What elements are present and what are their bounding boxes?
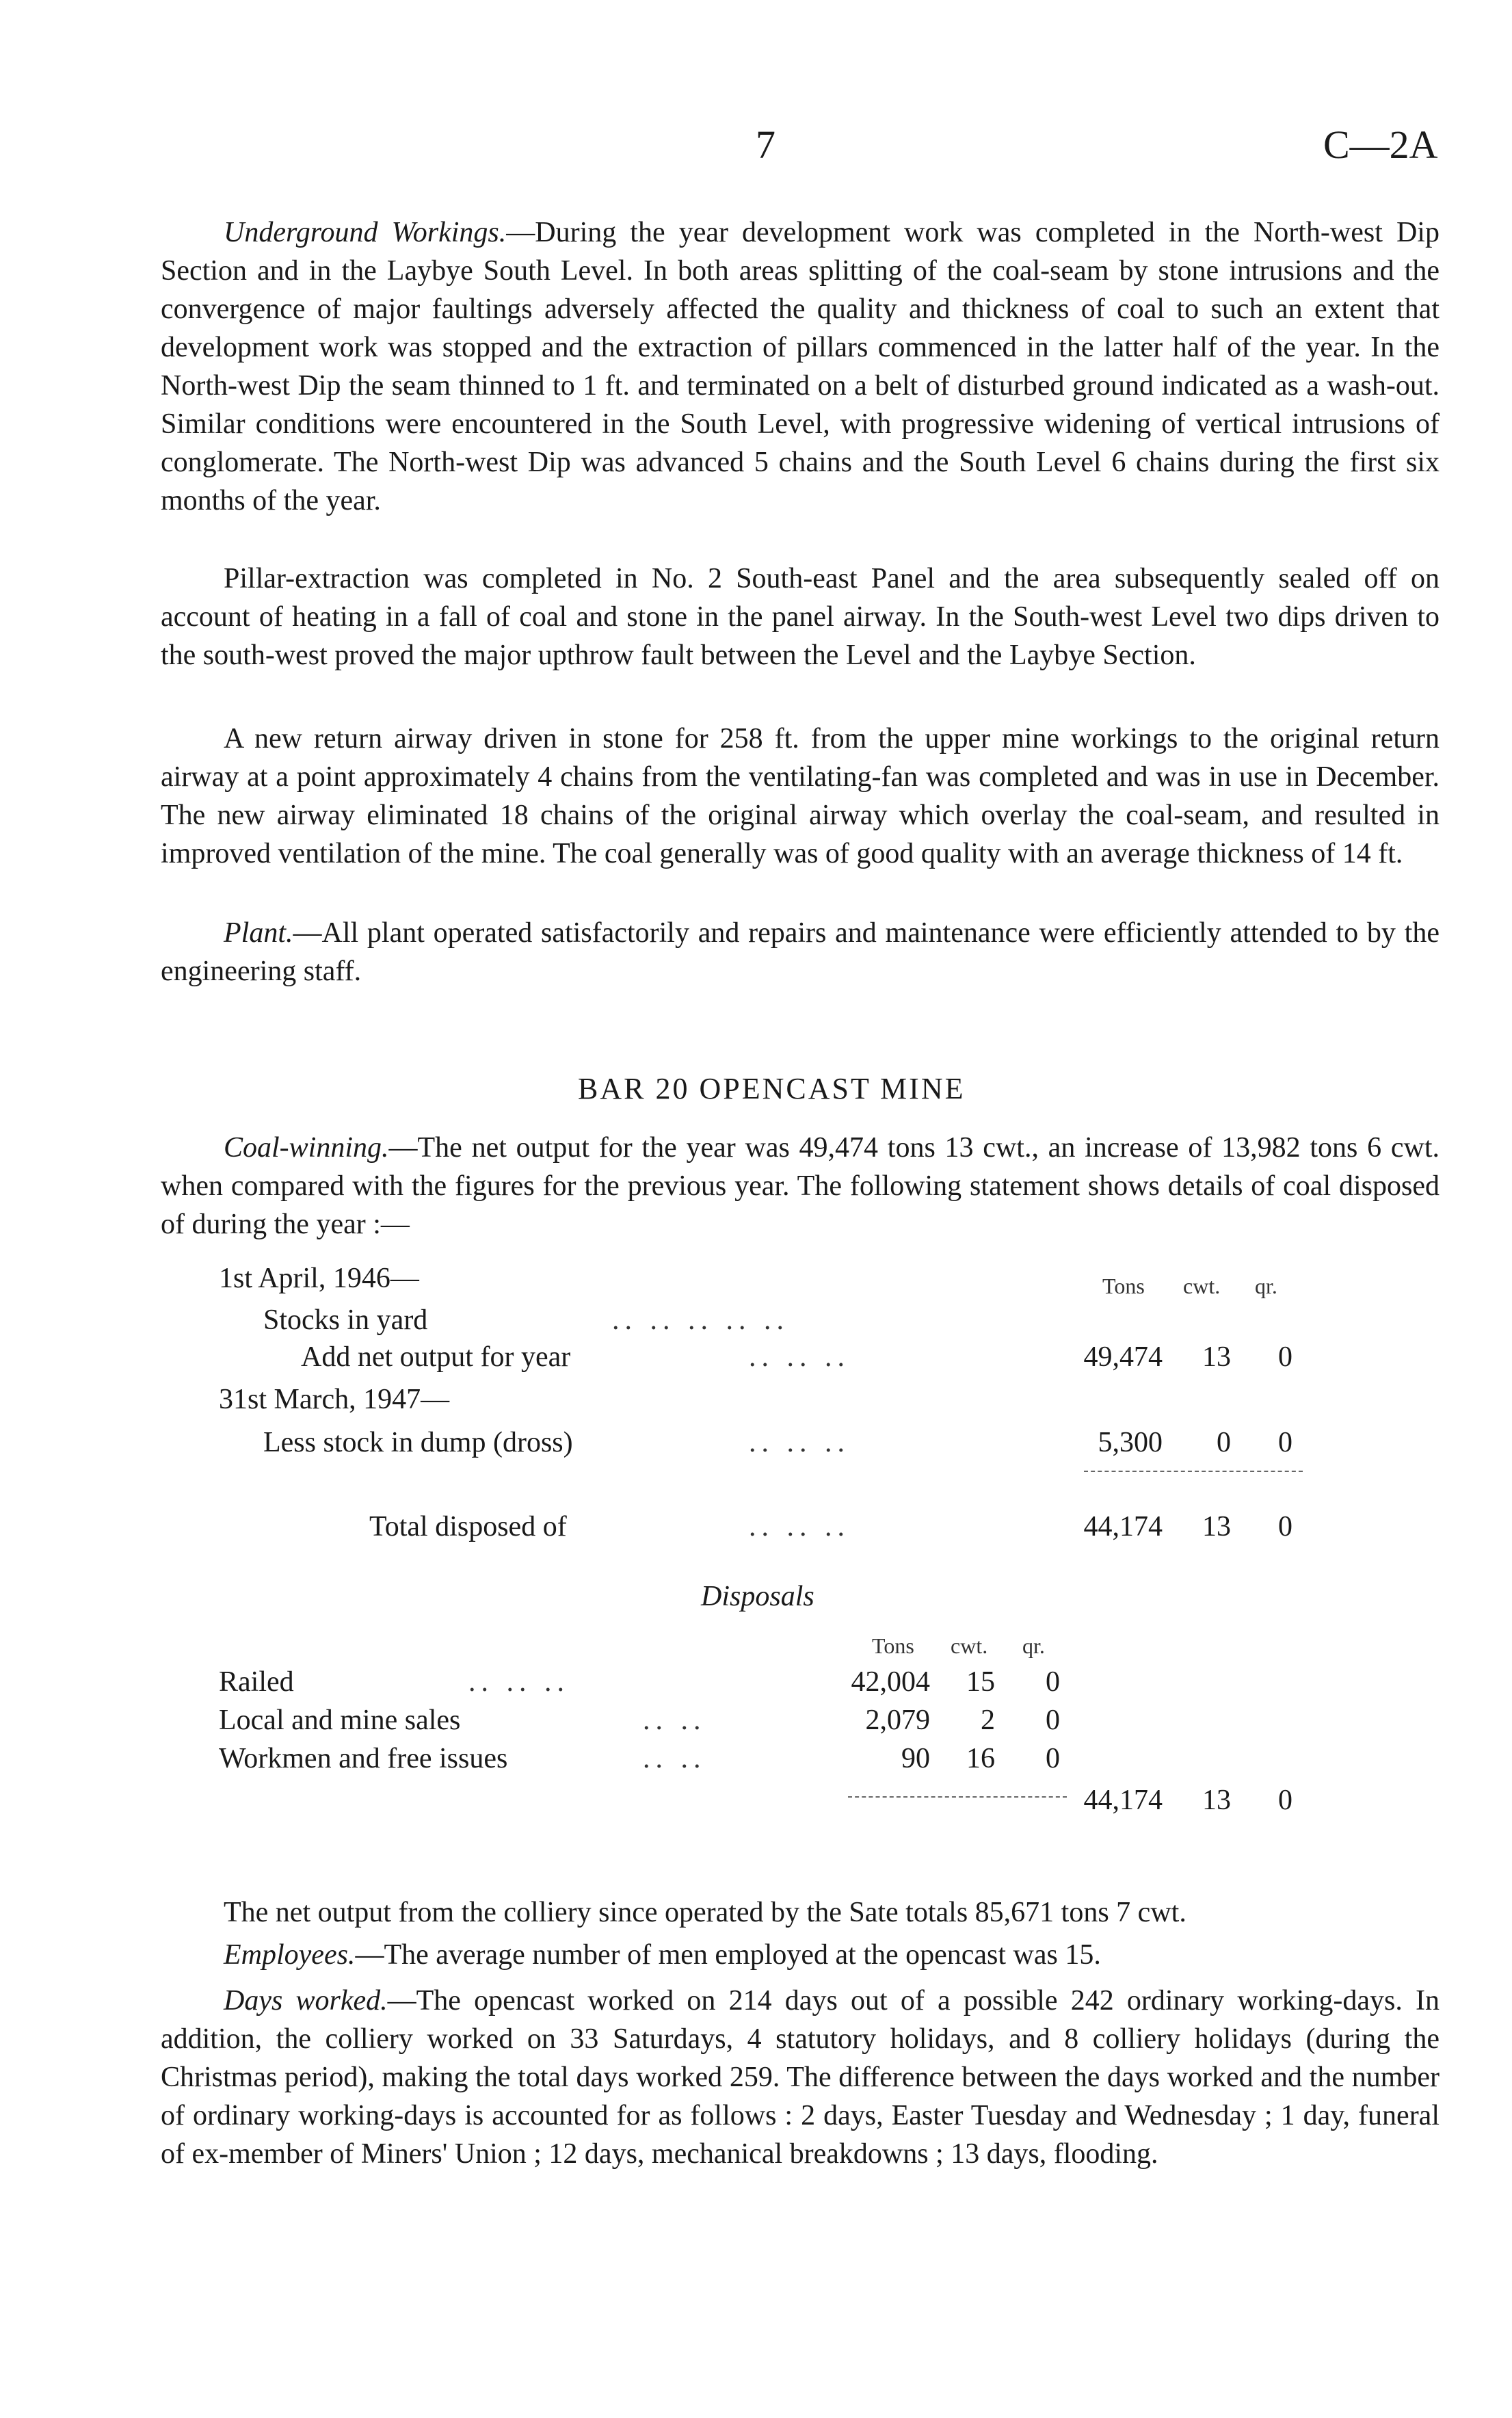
disposals-title: Disposals	[701, 1581, 814, 1612]
statement-add-cwt: 13	[1202, 1341, 1231, 1373]
disposals-row-label: Workmen and free issues	[219, 1743, 508, 1774]
underground-text-1: —During the year development work was completed in the North-west Dip Section and in the Laybye South Level. In both areas splitting of the coal-seam by stone intrusions and the convergence of major faultings adversely affected the quality and thickness of coal to such an extent that development work was stopped and the extraction of pillars commenced in the latter half of the year. In the North-west Dip the seam thinned to 1 ft. and terminated on a belt of disturbed ground indicated as a wash-out. Similar conditions were encountered in the South Level, with progressive widening of vertical intrusions of conglomerate. The North-west Dip was advanced 5 chains and the South Level 6 chains during the first six months of the year.	[161, 217, 1440, 516]
disposals-row-dots: .. ..	[643, 1743, 706, 1774]
plant-text: —All plant operated satisfactorily and repairs and maintenance were efficiently attended to by the engineering staff.	[161, 917, 1440, 987]
disposals-row-cwt: 15	[966, 1666, 995, 1698]
statement-total-tons: 44,174	[1083, 1511, 1163, 1542]
disposals-row-tons: 42,004	[851, 1666, 930, 1698]
days-worked-heading: Days worked.	[224, 1985, 388, 2016]
disposals-row-label: Railed	[219, 1666, 294, 1698]
disposals-row-dots: .. ..	[643, 1705, 706, 1736]
disposals-row-cwt: 2	[981, 1705, 995, 1736]
underground-text-3: A new return airway driven in stone for 258 ft. from the upper mine workings to the original return airway at a point approximately 4 chains from the ventilating-fan was completed and was in use in December. The new airway eliminated 18 chains of the original airway which overlay the coal-seam, and resulted in improved ventilation of the mine. The coal generally was of good quality with an average thickness of 14 ft.	[161, 723, 1440, 869]
statement-less-tons: 5,300	[1098, 1427, 1163, 1458]
statement-total-dots: .. .. ..	[749, 1511, 850, 1542]
statement-less-label: Less stock in dump (dross)	[263, 1427, 573, 1458]
statement-col-tons: Tons	[1102, 1274, 1145, 1298]
disposals-total-tons: 44,174	[1083, 1785, 1163, 1816]
statement-add-dots: .. .. ..	[749, 1341, 850, 1373]
section-title: BAR 20 OPENCAST MINE	[578, 1072, 966, 1105]
underground-paragraph-2	[161, 560, 1440, 674]
days-worked-paragraph	[161, 1982, 1440, 2173]
statement-less-qr: 0	[1278, 1427, 1292, 1458]
disposals-total-cwt: 13	[1202, 1785, 1231, 1816]
statement-col-qr: qr.	[1255, 1274, 1277, 1298]
statement-total-label: Total disposed of	[369, 1511, 567, 1542]
statement-total-qr: 0	[1278, 1511, 1292, 1542]
statement-stocks-dots: .. .. .. .. ..	[612, 1304, 789, 1336]
statement-date-1: 1st April, 1946—	[219, 1263, 419, 1294]
net-output-paragraph	[161, 1893, 1440, 1932]
disposals-row-dots: .. .. ..	[468, 1666, 570, 1698]
statement-add-label: Add net output for year	[301, 1341, 571, 1373]
employees-text: —The average number of men employed at the opencast was 15.	[355, 1939, 1101, 1971]
statement-date-2: 31st March, 1947—	[219, 1384, 450, 1415]
net-output-text: The net output from the colliery since operated by the Sate totals 85,671 tons 7 cwt.	[224, 1897, 1186, 1928]
disposals-row-qr: 0	[1046, 1743, 1060, 1774]
statement-less-cwt: 0	[1217, 1427, 1231, 1458]
statement-col-cwt: cwt.	[1183, 1274, 1221, 1298]
statement-total-cwt: 13	[1202, 1511, 1231, 1542]
page-number: 7	[756, 122, 775, 167]
disposals-row-cwt: 16	[966, 1743, 995, 1774]
days-worked-text: —The opencast worked on 214 days out of a possible 242 ordinary working-days. In addition, the colliery worked on 33 Saturdays, 4 statutory holidays, and 8 colliery holidays (during the Christmas period), making the total days worked 259. The difference between the days worked and the number of ordinary working-days is accounted for as follows : 2 days, Easter Tuesday and Wednesday ; 1 day, funeral of ex-member of Miners' Union ; 12 days, mechanical breakdowns ; 13 days, flooding.	[161, 1985, 1440, 2170]
disposals-row-tons: 2,079	[865, 1705, 930, 1736]
plant-paragraph	[161, 914, 1440, 990]
coal-winning-heading: Coal-winning.	[224, 1132, 389, 1164]
employees-heading: Employees.	[224, 1939, 356, 1971]
disposals-row-qr: 0	[1046, 1705, 1060, 1736]
statement-add-tons: 49,474	[1083, 1341, 1163, 1373]
report-code: C—2A	[1323, 122, 1438, 167]
disposals-col-tons: Tons	[872, 1633, 914, 1658]
statement-less-dots: .. .. ..	[749, 1427, 850, 1458]
disposals-total-qr: 0	[1278, 1785, 1292, 1816]
disposals-subtotal-rule	[848, 1796, 1067, 1798]
statement-stocks-label: Stocks in yard	[263, 1304, 428, 1336]
disposals-row-qr: 0	[1046, 1666, 1060, 1698]
statement-subtotal-rule	[1084, 1471, 1303, 1472]
underground-paragraph-3	[161, 720, 1440, 873]
underground-paragraph-1	[161, 213, 1440, 520]
coal-winning-paragraph	[161, 1129, 1440, 1244]
plant-heading: Plant.	[224, 917, 293, 949]
disposals-col-qr: qr.	[1022, 1633, 1045, 1658]
statement-add-qr: 0	[1278, 1341, 1292, 1373]
disposals-row-label: Local and mine sales	[219, 1705, 461, 1736]
underground-heading: Underground Workings.	[224, 217, 507, 248]
employees-paragraph	[161, 1936, 1440, 1974]
coal-winning-text: —The net output for the year was 49,474 tons 13 cwt., an increase of 13,982 tons 6 cwt. when compared with the figures for the previous year. The following statement shows details of coal disposed of during the year :—	[161, 1132, 1440, 1240]
disposals-col-cwt: cwt.	[951, 1633, 988, 1658]
disposals-row-tons: 90	[901, 1743, 930, 1774]
underground-text-2: Pillar-extraction was completed in No. 2 South-east Panel and the area subsequently sealed off on account of heating in a fall of coal and stone in the panel airway. In the South-west Level two dips driven to the south-west proved the major upthrow fault between the Level and the Laybye Section.	[161, 563, 1440, 671]
